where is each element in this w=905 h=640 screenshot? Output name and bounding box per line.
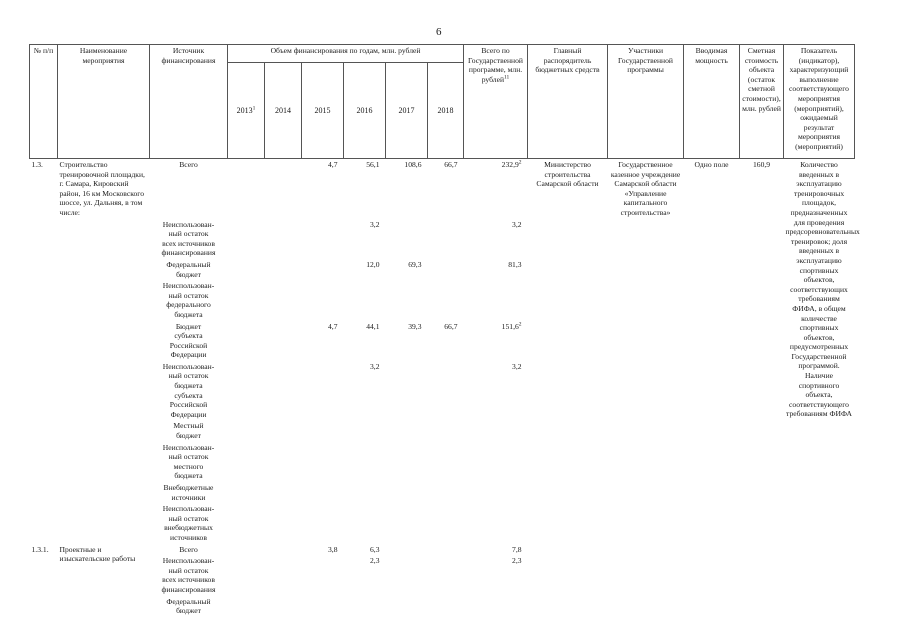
header-year-2017: 2017 (386, 63, 428, 159)
estimate: 160,9 (752, 160, 771, 169)
table-row (30, 596, 855, 617)
header-year-2016: 2016 (344, 63, 386, 159)
chief-manager: Министерство строительства Самарской области (536, 160, 599, 189)
table-row: Федеральный бюджет 12,0 69,3 81,3 (30, 259, 855, 280)
header-year-2018: 2018 (428, 63, 464, 159)
page-number: 6 (436, 26, 442, 38)
header-participants: Участники Государственной программы (608, 45, 684, 159)
indicator: Количество введенных в эксплуатацию тренировочных площадок, предназначенных для проведения предсоревновательных тренировок; доля введенных в эксплуатацию спортивных объектов, соответствующих требованиям ФИФА, в общем количестве спортивных объектов, предусмотренных Государственной программой. Наличие спортивного объекта, соответствующего требованиям ФИФА (785, 160, 860, 419)
table-row: 1.3. Строительство тренировочной площадки, г. Самара, Кировский район, 16 км Московского шоссе, ул. Дальняя, в том числе: Всего 4,7 56,1 108,6 66,7 232,9$^2$ Министерство строительства Самарской области Государственное казенное учреждение Самарской области «Управление капитального строительства» Одно поле 160,9 Количество введенных в эксплуатацию тренировочных площадок, предназначенных для проведения предсоревновательных тренировок; доля введенных в эксплуатацию спортивных объектов, соответствующих требованиям ФИФА, в общем количестве спортивных объектов, предусмотренных Государственной программой. Наличие спортивного объекта, соответствующего требованиям ФИФА (30, 159, 855, 219)
header-estimate: Сметная стоимость объекта (остаток сметной стоимости), млн. рублей (740, 45, 784, 159)
source-cell: Неиспользован- ный остаток местного бюджета (162, 442, 215, 481)
source-cell: Федеральный бюджет (166, 259, 211, 279)
source-cell: Местный бюджет (173, 421, 204, 441)
source-cell: Всего (179, 160, 198, 169)
source-cell: Неиспользован- ный остаток всех источников финансирования (161, 219, 216, 258)
source-cell: Внебюджетные источники (163, 483, 214, 502)
source-cell: Федеральный бюджет (166, 596, 211, 616)
header-name: Наименование мероприятия (58, 45, 150, 159)
header-chief: Главный распорядитель бюджетных средств (528, 45, 608, 159)
row-number: 1.3.1. (31, 544, 49, 554)
header-year-2013: 2013$^1$ (228, 63, 265, 159)
source-cell: Неиспользован- ный остаток бюджета субъекта Российской Федерации (162, 361, 215, 419)
table-row: Неиспользован- ный остаток бюджета субъекта Российской Федерации 3,2 3,2 (30, 361, 855, 421)
table-row: Неиспользован- ный остаток всех источников финансирования 3,2 3,2 (30, 219, 855, 259)
header-year-2015: 2015 (302, 63, 344, 159)
table-row: Бюджет субъекта Российской Федерации 4,7 44,1 39,3 66,7 151,6$^2$ (30, 321, 855, 361)
source-cell: Всего (179, 544, 198, 554)
header-total: Всего по Государственной программе, млн. рублей$^{11}$ (464, 45, 528, 159)
header-source: Источник финансирования (150, 45, 228, 159)
source-cell: Бюджет субъекта Российской Федерации (169, 321, 208, 360)
source-cell: Неиспользован- ный остаток всех источников финансирования (161, 556, 216, 594)
table-row: 1.3.1. Проектные и изыскательские работы Всего 3,8 6,3 7,8 (30, 544, 855, 556)
table-row: Неиспользован- ный остаток всех источников финансирования 2,3 2,3 (30, 555, 855, 595)
capacity: Одно поле (694, 160, 729, 169)
row-number: 1.3. (31, 160, 43, 169)
header-no: № п/п (30, 45, 58, 159)
financing-table (29, 44, 860, 617)
source-cell: Неиспользован- ный остаток федерального бюджета (162, 281, 215, 319)
measure-name: Строительство тренировочной площадки, г. Самара, Кировский район, 16 км Московского шоссе, ул. Дальняя, в том числе: (59, 160, 145, 217)
header-indicator: Показатель (индикатор), характеризующий выполнение соответствующего мероприятия (мероприятий), ожидаемый результат мероприятия (мероприятий) (784, 45, 855, 159)
header-funding: Объем финансирования по годам, млн. рублей (228, 45, 464, 63)
header-capacity: Вводимая мощность (684, 45, 740, 159)
participants: Государственное казенное учреждение Самарской области «Управление капитального строительства» (610, 160, 681, 217)
header-year-2014: 2014 (265, 63, 302, 159)
measure-name: Проектные и изыскательские работы (59, 544, 136, 564)
source-cell: Неиспользован- ный остаток внебюджетных источников (162, 504, 215, 542)
